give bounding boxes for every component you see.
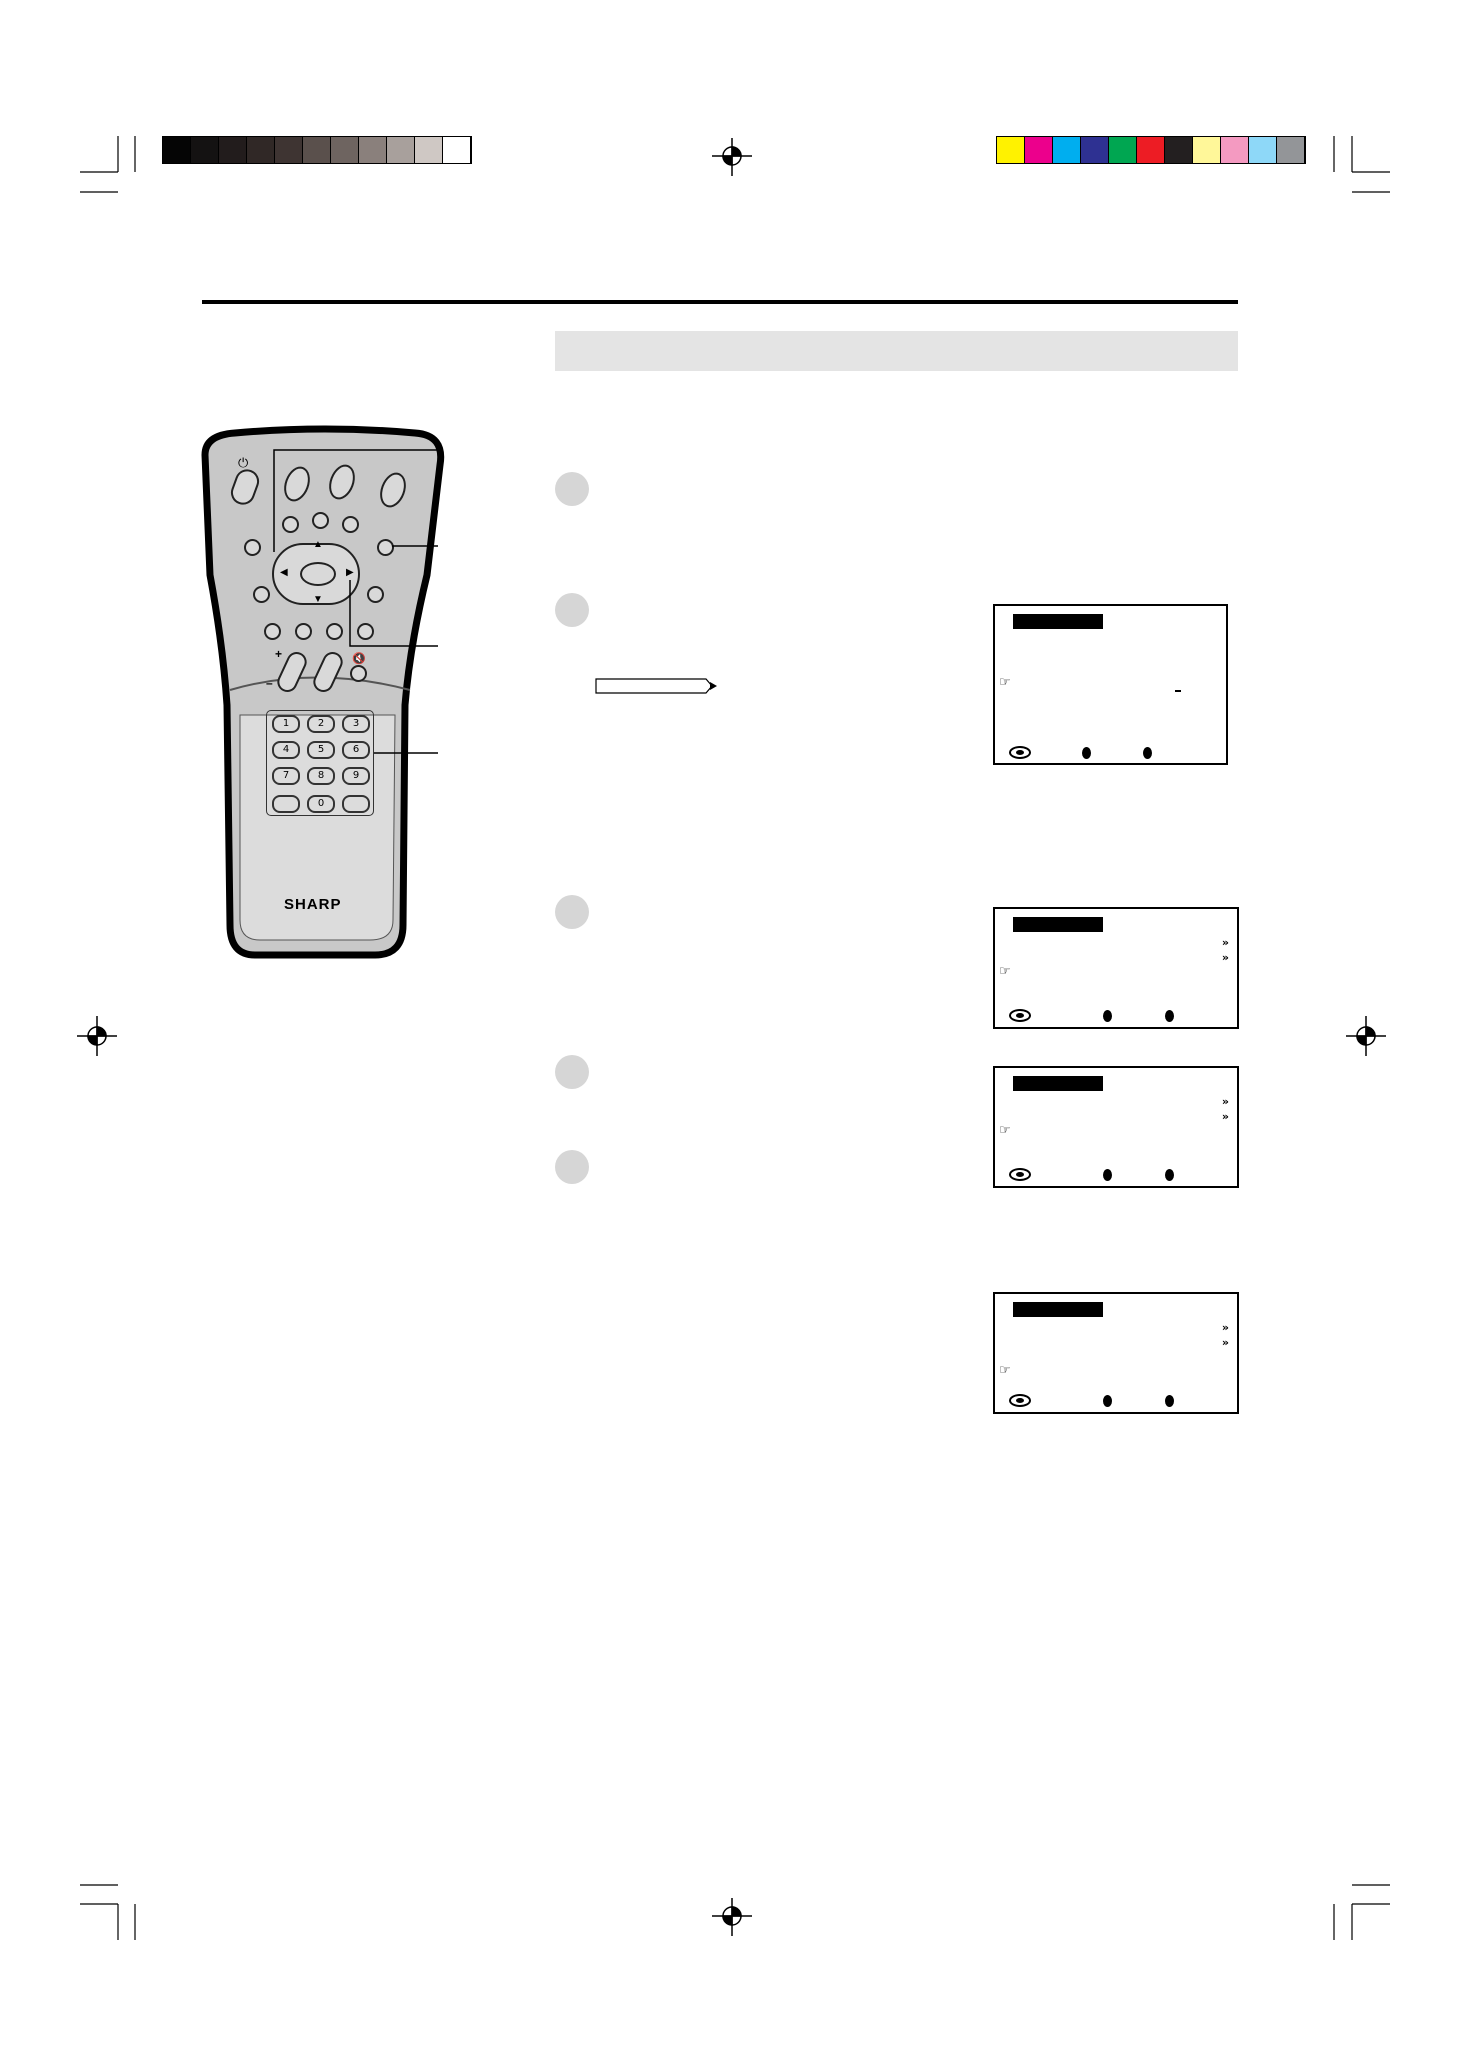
number-key-9[interactable]: 9	[342, 767, 370, 785]
volume-minus-icon: –	[266, 676, 273, 690]
left-arrow-icon: ◀	[280, 567, 288, 578]
mute-icon: 🔇	[352, 652, 366, 665]
bullet-dot-icon	[1103, 1169, 1112, 1181]
pointing-hand-icon: ☞	[999, 1123, 1011, 1138]
number-key-2[interactable]: 2	[307, 715, 335, 733]
number-key-5[interactable]: 5	[307, 741, 335, 759]
osd-dash	[1175, 690, 1181, 692]
step-bullet-4	[555, 1055, 589, 1089]
chevron-right-icon: »	[1221, 951, 1229, 964]
chevron-right-icon: »	[1221, 1336, 1229, 1349]
menu-arrow-box	[594, 676, 719, 696]
number-key-4[interactable]: 4	[272, 741, 300, 759]
osd-screen-2	[993, 907, 1239, 1029]
bullet-dot-icon	[1165, 1169, 1174, 1181]
joystick-icon	[1009, 1394, 1031, 1407]
brand-logo: SHARP	[284, 896, 342, 913]
number-key-3[interactable]: 3	[342, 715, 370, 733]
osd-screen-3	[993, 1066, 1239, 1188]
number-key-7[interactable]: 7	[272, 767, 300, 785]
pointing-hand-icon: ☞	[999, 964, 1011, 979]
down-arrow-icon: ▼	[313, 594, 323, 605]
osd-title-bar	[1013, 1076, 1103, 1091]
chevron-right-icon: »	[1221, 1110, 1229, 1123]
bullet-dot-icon	[1143, 747, 1152, 759]
step-bullet-2	[555, 593, 589, 627]
pointing-hand-icon: ☞	[999, 1363, 1011, 1378]
bullet-dot-icon	[1165, 1395, 1174, 1407]
step-bullet-5	[555, 1150, 589, 1184]
bullet-dot-icon	[1165, 1010, 1174, 1022]
bullet-dot-icon	[1103, 1395, 1112, 1407]
number-key-0[interactable]: 0	[307, 795, 335, 813]
pointing-hand-icon: ☞	[999, 675, 1011, 690]
osd-screen-4	[993, 1292, 1239, 1414]
chevron-right-icon: »	[1221, 1095, 1229, 1108]
chevron-right-icon: »	[1221, 936, 1229, 949]
bullet-dot-icon	[1103, 1010, 1112, 1022]
joystick-icon	[1009, 1168, 1031, 1181]
osd-title-bar	[1013, 917, 1103, 932]
number-key-8[interactable]: 8	[307, 767, 335, 785]
up-arrow-icon: ▲	[313, 539, 323, 550]
step-bullet-3	[555, 895, 589, 929]
right-arrow-icon: ▶	[346, 567, 354, 578]
number-key-1[interactable]: 1	[272, 715, 300, 733]
step-bullet-1	[555, 472, 589, 506]
chevron-right-icon: »	[1221, 1321, 1229, 1334]
number-key-6[interactable]: 6	[342, 741, 370, 759]
bullet-dot-icon	[1082, 747, 1091, 759]
volume-plus-icon: +	[275, 647, 283, 661]
osd-title-bar	[1013, 614, 1103, 629]
joystick-icon	[1009, 746, 1031, 759]
osd-title-bar	[1013, 1302, 1103, 1317]
osd-screen-1	[993, 604, 1228, 765]
power-icon: ⏻	[238, 456, 249, 471]
joystick-icon	[1009, 1009, 1031, 1022]
